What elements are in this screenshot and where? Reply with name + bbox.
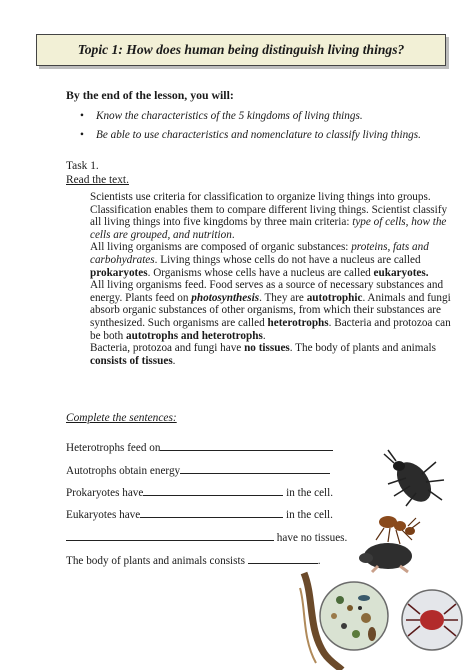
microorganisms-icon [320, 582, 388, 650]
sentence-line: Prokaryotes have in the cell. [66, 484, 333, 499]
mite-icon [402, 590, 462, 650]
answer-blank[interactable] [140, 506, 283, 518]
reading-paragraph: All living organisms feed. Food serves as a source of necessary substances and energy. Plants feed on photosynthesis. They are autotrophic. Animals and fungi absorb organic substances of other organisms, from which their substances are synthesized. Such organisms are called heterotrophs. Bacteria and protozoa can be both autotrophs and heterotrophs. [90, 279, 451, 342]
objective-item: • Be able to use characteristics and nomenclature to classify living things. [80, 129, 421, 141]
objectives-list [66, 109, 446, 142]
sentence-line: Autotrophs obtain energy [66, 462, 330, 477]
reading-text [66, 191, 452, 367]
reading-paragraph: Bacteria, protozoa and fungi have no tissues. The body of plants and animals consists of tissues. [90, 342, 436, 367]
reading-paragraph: Scientists use criteria for classification to organize living things into groups. Classification enables them to compare different living things. Scientist classify all living things into five kingdoms by three main criteria: type of cells, how the cells are grouped, and nutrition. [90, 191, 448, 241]
bullet-icon: • [80, 110, 84, 122]
living-organisms-illustration [296, 448, 474, 670]
topic-title: Topic 1: How does human being distinguish living things? [77, 42, 405, 57]
task-header [66, 160, 129, 187]
mole-icon [359, 543, 412, 572]
bullet-icon: • [80, 129, 84, 141]
lesson-objectives [66, 88, 446, 147]
sentence-line: Heterotrophs feed on [66, 439, 333, 454]
beetle-icon [384, 450, 444, 508]
answer-blank[interactable] [143, 484, 283, 496]
exercise-heading: Complete the sentences: [66, 412, 177, 424]
sentence-line: Eukaryotes have in the cell. [66, 506, 333, 521]
sentence-line: have no tissues. [66, 529, 347, 544]
objective-item: • Know the characteristics of the 5 kingdoms of living things. [80, 110, 363, 122]
sentence-line: The body of plants and animals consists . [66, 552, 321, 567]
topic-title-box [36, 34, 446, 66]
reading-paragraph: All living organisms are composed of organic substances: proteins, fats and carbohydrates. Living things whose cells do not have a nucleus are called prokaryotes. Organisms whose cells have a nucleus are called eukaryotes. [90, 241, 429, 279]
ant-icon [376, 516, 420, 544]
task-instruction: Read the text. [66, 173, 129, 186]
answer-blank[interactable] [66, 529, 274, 541]
objectives-lead: By the end of the lesson, you will: [66, 88, 234, 102]
task-label: Task 1. [66, 160, 99, 172]
